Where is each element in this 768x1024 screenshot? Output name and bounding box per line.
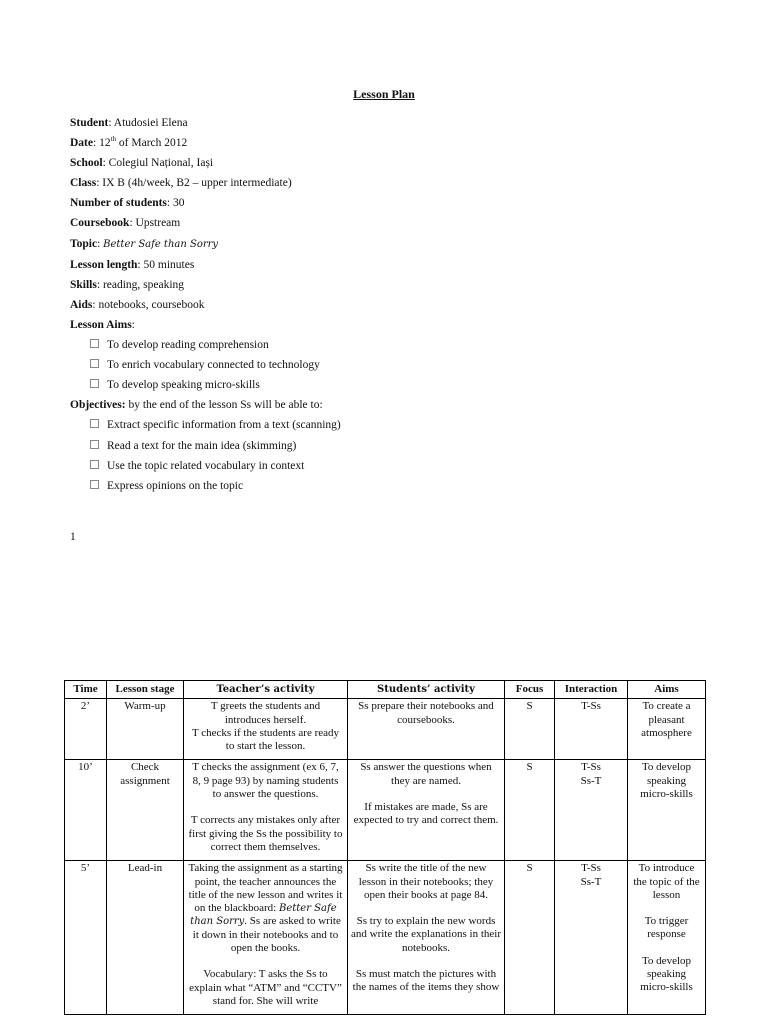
bullet-box-icon (90, 460, 99, 469)
teachers-activity-cell: Taking the assignment as a starting point, the teacher announces the title of the new lesson and writes it on the blackboard: Better Safe than Sorry. Ss are asked to write it down in their notebooks and to open the books. Vocabulary: T asks the Ss to explain what “ATM” and “CCTV” stand for. She will write (184, 861, 348, 1015)
lesson-stage-cell: Check assignment (107, 760, 184, 861)
table-row (65, 861, 706, 1015)
list-item: To develop reading comprehension (90, 335, 341, 355)
table-header-row (65, 681, 706, 699)
school-row: School: Colegiul Național, Iași (70, 157, 214, 170)
time-cell: 10’ (65, 760, 107, 861)
number-of-students-row: Number of students: 30 (70, 197, 185, 210)
student-row: Student: Atudosiei Elena (70, 117, 188, 129)
teachers-activity-cell: T checks the assignment (ex 6, 7, 8, 9 page 93) by naming students to answer the questions. T corrects any mistakes only after first giving the Ss the possibility to correct them themselves. (184, 760, 348, 861)
column-header-lesson-stage: Lesson stage (107, 681, 184, 699)
number-of-students-value: 30 (173, 197, 185, 210)
coursebook-row: Coursebook: Upstream (70, 217, 181, 230)
bullet-box-icon (90, 339, 99, 348)
students-activity-cell: Ss write the title of the new lesson in their notebooks; they open their books at page 84. Ss try to explain the new words and write the explanations in their notebooks. Ss must match the pictures with the names of the items they show (348, 861, 505, 1015)
time-cell: 5’ (65, 861, 107, 1015)
bullet-box-icon (90, 440, 99, 449)
lesson-length-value: 50 minutes (143, 258, 195, 271)
list-item: To develop speaking micro-skills (90, 375, 341, 395)
list-item: Extract specific information from a text (scanning) (90, 415, 341, 435)
bullet-box-icon (90, 359, 99, 368)
list-item: Use the topic related vocabulary in context (90, 456, 341, 476)
time-cell: 2’ (65, 699, 107, 760)
date-day: 12 (99, 137, 111, 150)
table-row (65, 760, 706, 861)
bullet-box-icon (90, 379, 99, 388)
topic-value: Better Safe than Sorry (103, 238, 219, 250)
aids-value: notebooks, coursebook (98, 298, 205, 311)
skills-value: reading, speaking (102, 278, 185, 291)
interaction-cell: T-Ss Ss-T (555, 861, 628, 1015)
list-item: Read a text for the main idea (skimming) (90, 436, 341, 456)
lesson-aims-heading: Lesson Aims: (70, 318, 135, 331)
interaction-cell: T-Ss (555, 699, 628, 760)
bullet-box-icon (90, 419, 99, 428)
focus-cell: S (505, 760, 555, 861)
class-value: IX B (4h/week, B2 – upper intermediate) (102, 177, 292, 190)
column-header-students-activity: Students’ activity (348, 681, 505, 699)
column-header-focus: Focus (505, 681, 555, 699)
lesson-stage-cell: Warm-up (107, 699, 184, 760)
aids-row: Aids: notebooks, coursebook (70, 298, 205, 311)
lesson-plan-table (64, 680, 706, 1015)
focus-cell: S (505, 861, 555, 1015)
skills-row: Skills: reading, speaking (70, 278, 185, 291)
page-number: 1 (70, 531, 76, 543)
column-header-aims: Aims (628, 681, 706, 699)
topic-row: Topic: Better Safe than Sorry (70, 237, 219, 250)
objectives-heading: Objectives: by the end of the lesson Ss will be able to: (70, 399, 323, 412)
lesson-stage-cell: Lead-in (107, 861, 184, 1015)
lesson-info (70, 113, 341, 496)
aims-cell: To create a pleasant atmosphere (628, 699, 706, 760)
table-row (65, 699, 706, 760)
lesson-length-row: Lesson length: 50 minutes (70, 258, 195, 271)
list-item: Express opinions on the topic (90, 476, 341, 496)
student-value: Atudosiei Elena (113, 117, 188, 129)
students-activity-cell: Ss prepare their notebooks and coursebooks. (348, 699, 505, 760)
students-activity-cell: Ss answer the questions when they are named. If mistakes are made, Ss are expected to try and correct them. (348, 760, 505, 861)
school-value: Colegiul Național, Iași (108, 157, 214, 170)
class-row: Class: IX B (4h/week, B2 – upper intermediate) (70, 177, 292, 190)
column-header-teachers-activity: Teacher’s activity (184, 681, 348, 699)
column-header-time: Time (65, 681, 107, 699)
coursebook-value: Upstream (135, 217, 181, 230)
focus-cell: S (505, 699, 555, 760)
document-title: Lesson Plan (353, 87, 415, 101)
column-header-interaction: Interaction (555, 681, 628, 699)
date-row: Date: 12th of March 2012 (70, 135, 188, 150)
aims-cell: To introduce the topic of the lesson To trigger response To develop speaking micro-skills (628, 861, 706, 1015)
interaction-cell: T-Ss Ss-T (555, 760, 628, 861)
bullet-box-icon (90, 480, 99, 489)
teachers-activity-cell: T greets the students and introduces herself. T checks if the students are ready to start the lesson. (184, 699, 348, 760)
list-item: To enrich vocabulary connected to technology (90, 355, 341, 375)
aims-cell: To develop speaking micro-skills (628, 760, 706, 861)
lesson-aims-list (70, 335, 341, 395)
objectives-list (70, 415, 341, 495)
